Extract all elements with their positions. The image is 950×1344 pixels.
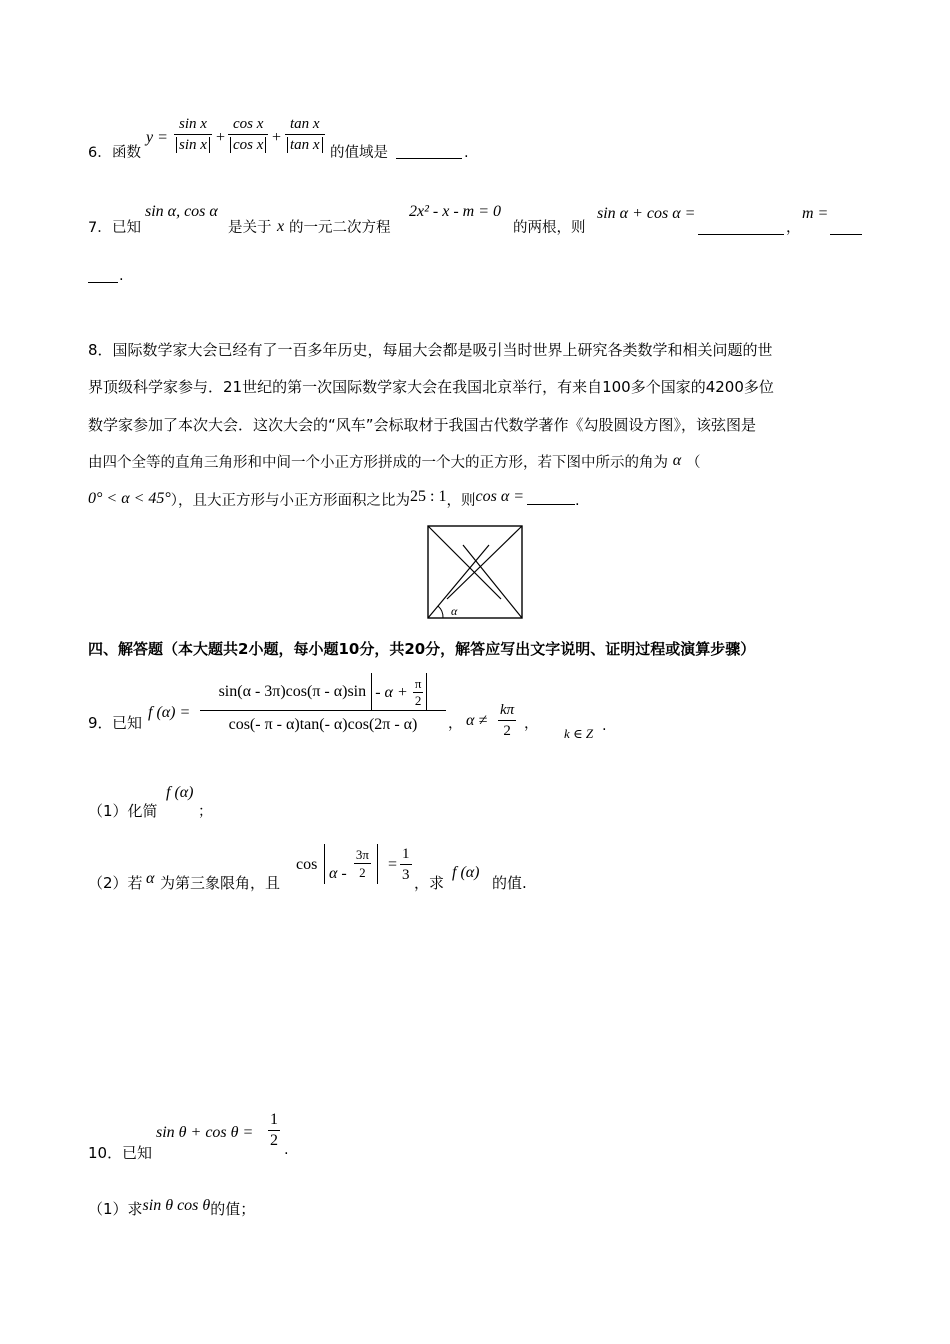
q6-end: . [464, 145, 469, 161]
section-4-title: 四、解答题（本大题共2小题，每小题10分，共20分，解答应写出文字说明、证明过程或演算步骤） [88, 640, 756, 658]
q7-mid3: 的两根，则 [513, 220, 586, 236]
q7-comma: ， [786, 220, 801, 236]
q9-part2: （2）若 α 为第三象限角，且 cos α - $\frac{3\pi}{2}$ = $\frac{1}{3}$ ，求 f (α) 的值. [88, 846, 527, 892]
q7-end: . [119, 268, 124, 284]
q8-line2: 界顶级科学家参与．21世纪的第一次国际数学家大会在我国北京举行，有来自100多个国家的4200多位 [88, 378, 774, 396]
q8-ratio: 25 : 1 [410, 488, 447, 505]
q8-alpha: α [672, 452, 682, 469]
q8-paren-open: （ [685, 455, 701, 471]
question-9: 9． 已知 f (α) = sin(α - 3π)cos(π - α)sin - α + $\frac{\pi}{2}$ cos(- π - α)tan(- α)cos(2π - α) ， α ≠ $\frac{k\pi}{2}$ ， k ∈ Z . [88, 672, 688, 742]
q9-part1: （1）化简 f (α) ； [88, 784, 213, 820]
q6-y-eq: y = [146, 129, 168, 146]
q6-plus-1: + [216, 129, 226, 146]
q9-fraction: sin(α - 3π)cos(π - α)sin - α + $\frac{\pi}{2}$ cos(- π - α)tan(- α)cos(2π - α) [200, 672, 446, 738]
pinwheel-figure [425, 524, 525, 620]
q8-line1 [88, 340, 773, 360]
q7-number: 7． [88, 220, 112, 236]
q8-line1-text: 国际数学家大会已经有了一百多年历史，每届大会都是吸引当时世界上研究各类数学和相关问题的世 [112, 341, 773, 359]
q7-lead: 已知 [112, 220, 141, 236]
q9-kpi-frac: $\frac{k\pi}{2}$ [500, 702, 515, 739]
chord-3 [447, 526, 522, 599]
q7-answer-blank-2a[interactable] [830, 220, 862, 235]
q8-number: 8． [88, 341, 113, 359]
question-7 [88, 200, 868, 290]
q6-number: 6． [88, 145, 112, 161]
question-10: 10． 已知 sin θ + cos θ = $\frac{1}{2}$ . [88, 1111, 289, 1162]
q6-term1: $\frac{\text{sin x}}{\text{sin x}}$ [174, 114, 212, 155]
q9-number: 9． [88, 714, 113, 732]
q6-term3: $\frac{\text{tan x}}{\text{tan x}}$ [285, 114, 325, 155]
q10-expr: sin θ + cos θ = [156, 1124, 254, 1141]
q8-range: 0° < α < 45° [88, 490, 171, 507]
q10-part1: （1）求sin θ cos θ的值； [88, 1197, 256, 1218]
q8-line4: 由四个全等的直角三角形和中间一个小正方形拼成的一个大的正方形，若下图中所示的角为 α （ [88, 452, 701, 471]
q9-cond1: α ≠ [466, 712, 488, 729]
q9-denominator: cos(- π - α)tan(- α)cos(2π - α) [228, 716, 418, 733]
q7-expr1: sin α + cos α = [597, 205, 696, 222]
q6-plus-2: + [272, 129, 282, 146]
q6-tail: 的值域是 [330, 145, 388, 161]
q9-lead: 已知 [112, 714, 143, 732]
q9-p1-f: f (α) [166, 784, 194, 801]
figure-alpha-label: α [451, 604, 458, 618]
q9-p2-paren: α - $\frac{3\pi}{2}$ [324, 844, 378, 884]
q7-roots: sin α, cos α [145, 203, 218, 220]
q7-answer-blank-2b[interactable] [88, 268, 118, 283]
chord-4 [463, 545, 522, 618]
q7-answer-blank-1[interactable] [698, 220, 784, 235]
angle-arc [438, 606, 443, 618]
q7-equation: 2x² - x - m = 0 [409, 203, 502, 220]
q10-one-half: $\frac{1}{2}$ [270, 1111, 278, 1149]
q8-cos: cos α = [475, 488, 525, 505]
q9-f-alpha: f (α) = [148, 704, 191, 721]
q8-answer-blank[interactable] [527, 490, 575, 505]
q8-line5: 0° < α < 45°），且大正方形与小正方形面积之比为25 : 1，则cos α = . [88, 488, 580, 509]
chord-2 [428, 526, 501, 599]
q9-cond2: k ∈ Z [564, 726, 594, 741]
q6-term2: $\frac{\text{cos x}}{\text{cos x}}$ [228, 114, 268, 155]
q9-one-third: $\frac{1}{3}$ [402, 846, 410, 883]
q7-mid2: 的一元二次方程 [289, 220, 391, 236]
q6-answer-blank[interactable] [396, 144, 462, 159]
q7-var: x [277, 218, 285, 235]
q7-expr2: m = [802, 205, 829, 222]
q9-p2-cos: cos [296, 856, 318, 873]
q8-line3: 数学家参加了本次大会．这次大会的“风车”会标取材于我国古代数学著作《勾股圆设方图》，该弦图是 [88, 416, 757, 434]
q9-numerator: sin(α - 3π)cos(π - α)sin [218, 683, 367, 700]
q6-lead: 函数 [112, 145, 141, 161]
q7-mid1: 是关于 [228, 220, 272, 236]
